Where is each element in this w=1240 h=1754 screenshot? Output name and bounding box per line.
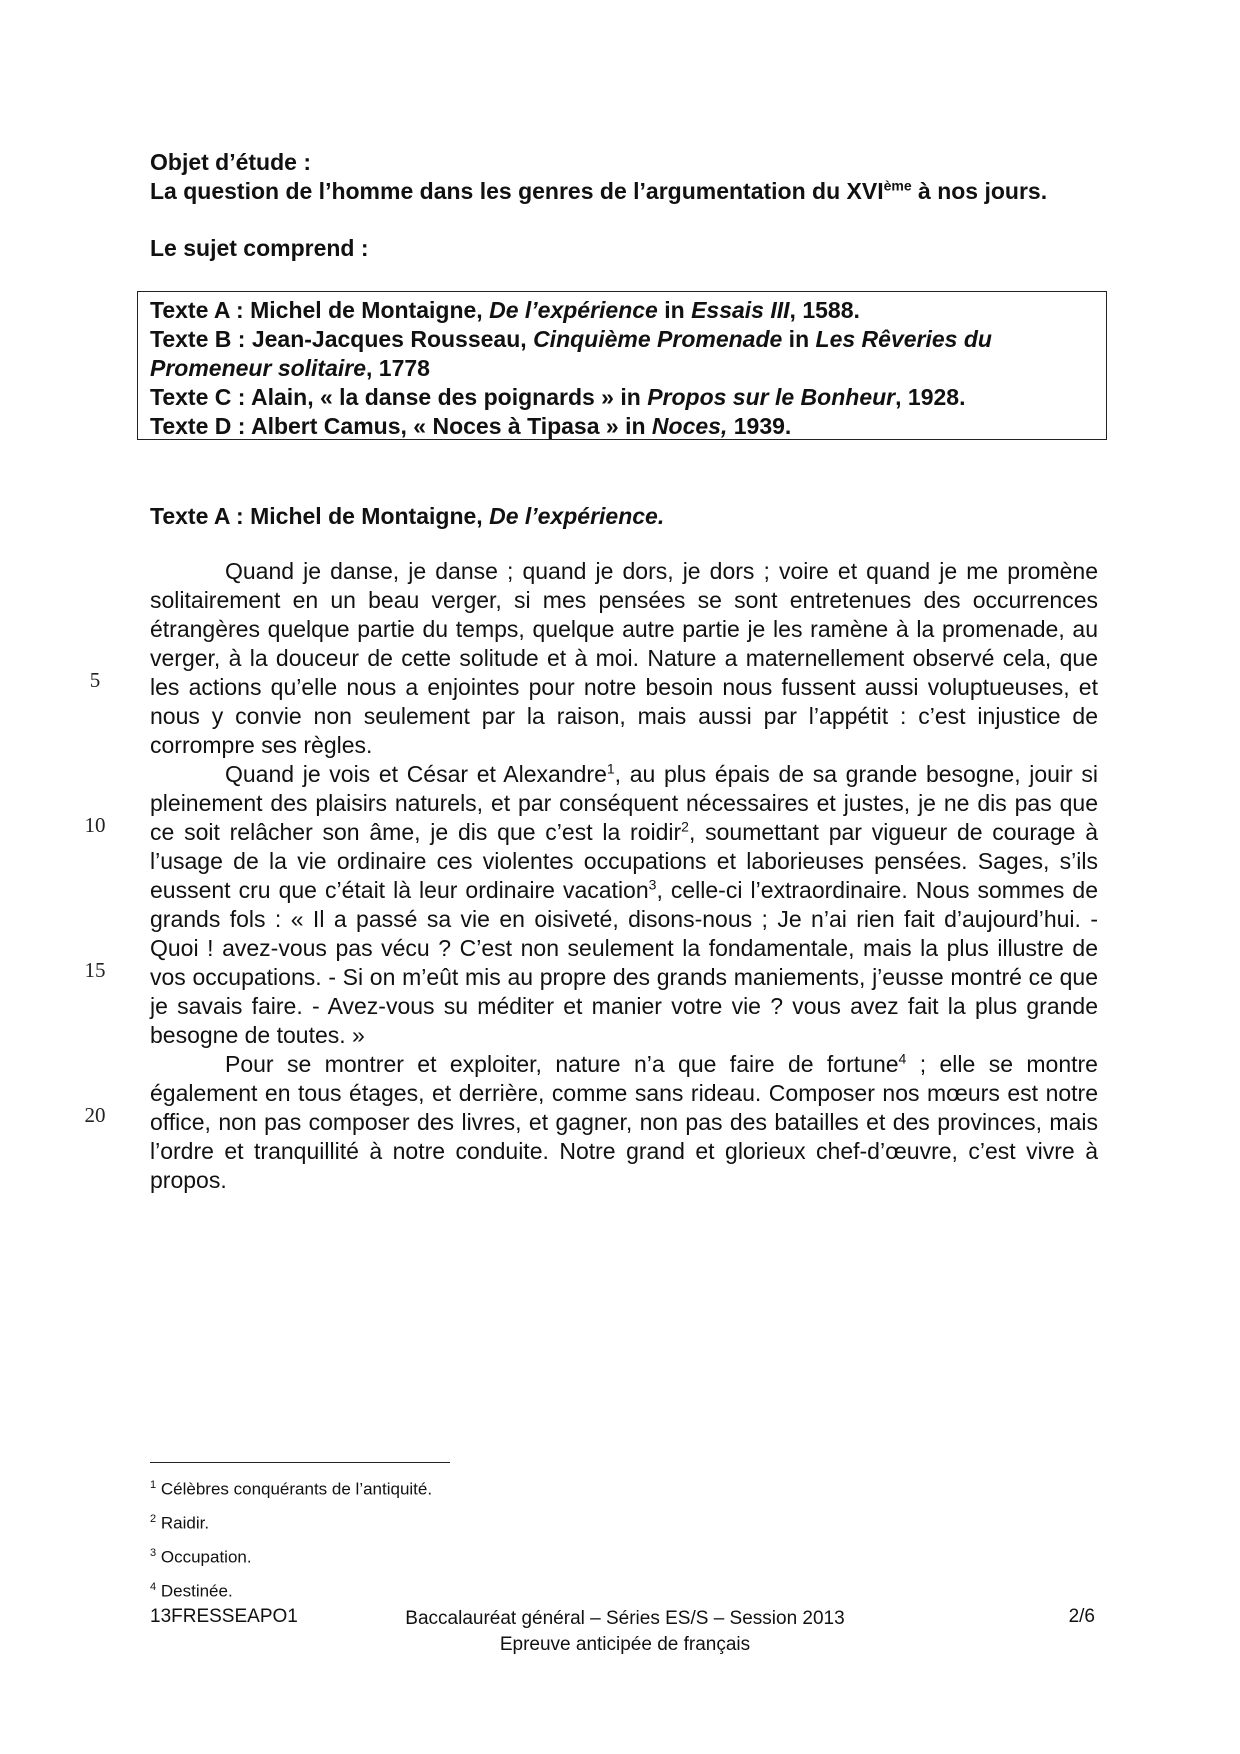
corpus-box [137, 291, 1107, 440]
text-a-body [150, 557, 1098, 1195]
exam-title-line1: Baccalauréat général – Séries ES/S – Session 2013 [405, 1608, 845, 1629]
paragraph-2: Quand je vois et César et Alexandre$^1$, au plus épais de sa grande besogne, jouir si pleinement des plaisirs naturels, et par conséquent nécessaires et justes, je ne dis pas que ce soit relâcher son âme, je dis que c’est la roidir$^2$, soumettant par vigueur de courage à l’usage de la vie ordinaire ces violentes occupations et laborieuses pensées. Sages, s’ils eussent cru que c’était là leur ordinaire vacation$^3$, celle-ci l’extraordinaire. Nous sommes de grands fols : « Il a passé sa vie en oisiveté, disons-nous ; Je n’ai rien fait d’aujourd’hui. - Quoi ! avez-vous pas vécu ? C’est non seulement la fondamentale, mais la plus illustre de vos occupations. - Si on m’eût mis au propre des grands maniements, j’eusse montré ce que je savais faire. - Avez-vous su méditer et manier votre vie ? vous avez fait la plus grande besogne de toutes. » [150, 760, 1098, 1048]
line-number: 20 [84, 1103, 106, 1127]
page-number: 2/6 [1068, 1606, 1095, 1627]
footnote: $^1$ Célèbres conquérants de l’antiquité. [150, 1479, 433, 1499]
line-number: 15 [84, 958, 106, 982]
text-a-heading: Texte A : Michel de Montaigne, De l’expérience. [150, 503, 665, 529]
objet-line-text: La question de l’homme dans les genres de l’argumentation du XVI [150, 178, 884, 204]
footnote: $^2$ Raidir. [150, 1513, 210, 1533]
line-number: 5 [89, 668, 101, 692]
footnote-divider [150, 1462, 450, 1463]
objet-label: Objet d’étude : [150, 149, 311, 175]
footnotes [150, 1474, 432, 1610]
footnote: $^4$ Destinée. [150, 1581, 233, 1601]
paragraph-1: Quand je danse, je danse ; quand je dors, je dors ; voire et quand je me promène solitairement en un beau verger, si mes pensées se sont entretenues des occurrences étrangères quelque partie du temps, quelque autre partie je les ramène à la promenade, au verger, à la douceur de cette solitude et à moi. Nature a maternellement observé cela, que les actions qu’elle nous a enjointes pour notre besoin nous fussent aussi voluptueuses, et nous y convie non seulement par la raison, mais aussi par l’appétit : c’est injustice de corrompre ses règles. [150, 558, 1098, 758]
line-number: 10 [84, 813, 106, 837]
sujet-comprend: Le sujet comprend : [150, 235, 369, 261]
corpus-item-d: Texte D : Albert Camus, « Noces à Tipasa » in Noces, 1939. [150, 413, 792, 439]
objet-line [150, 177, 1130, 206]
exam-title-line2: Epreuve anticipée de français [499, 1634, 751, 1655]
paragraph-3: Pour se montrer et exploiter, nature n’a que faire de fortune$^4$ ; elle se montre également en tous étages, et derrière, comme sans rideau. Composer nos mœurs est notre office, non pas composer des livres, et gagner, non pas des batailles et des provinces, mais l’ordre et tranquillité à notre conduite. Notre grand et glorieux chef-d’œuvre, c’est vivre à propos. [150, 1050, 1098, 1193]
footnote-ref-3: 3 [648, 876, 657, 893]
objet-line-end: à nos jours. [911, 178, 1048, 204]
exam-code: 13FRESSEAPO1 [150, 1606, 298, 1627]
objet-sup: ème [883, 177, 912, 194]
corpus-item-a: Texte A : Michel de Montaigne, De l’expérience in Essais III, 1588. [150, 297, 860, 323]
footnote-ref-4: 4 [898, 1050, 907, 1067]
footnote: $^3$ Occupation. [150, 1547, 252, 1567]
footnote-ref-1: 1 [606, 760, 615, 777]
corpus-item-c: Texte C : Alain, « la danse des poignards » in Propos sur le Bonheur, 1928. [150, 384, 966, 410]
corpus-item-b: Texte B : Jean-Jacques Rousseau, Cinquième Promenade in Les Rêveries du Promeneur solitaire, 1778 [150, 326, 992, 381]
objet-etude [150, 148, 1130, 206]
exam-title [350, 1606, 900, 1658]
footnote-ref-2: 2 [681, 818, 689, 835]
